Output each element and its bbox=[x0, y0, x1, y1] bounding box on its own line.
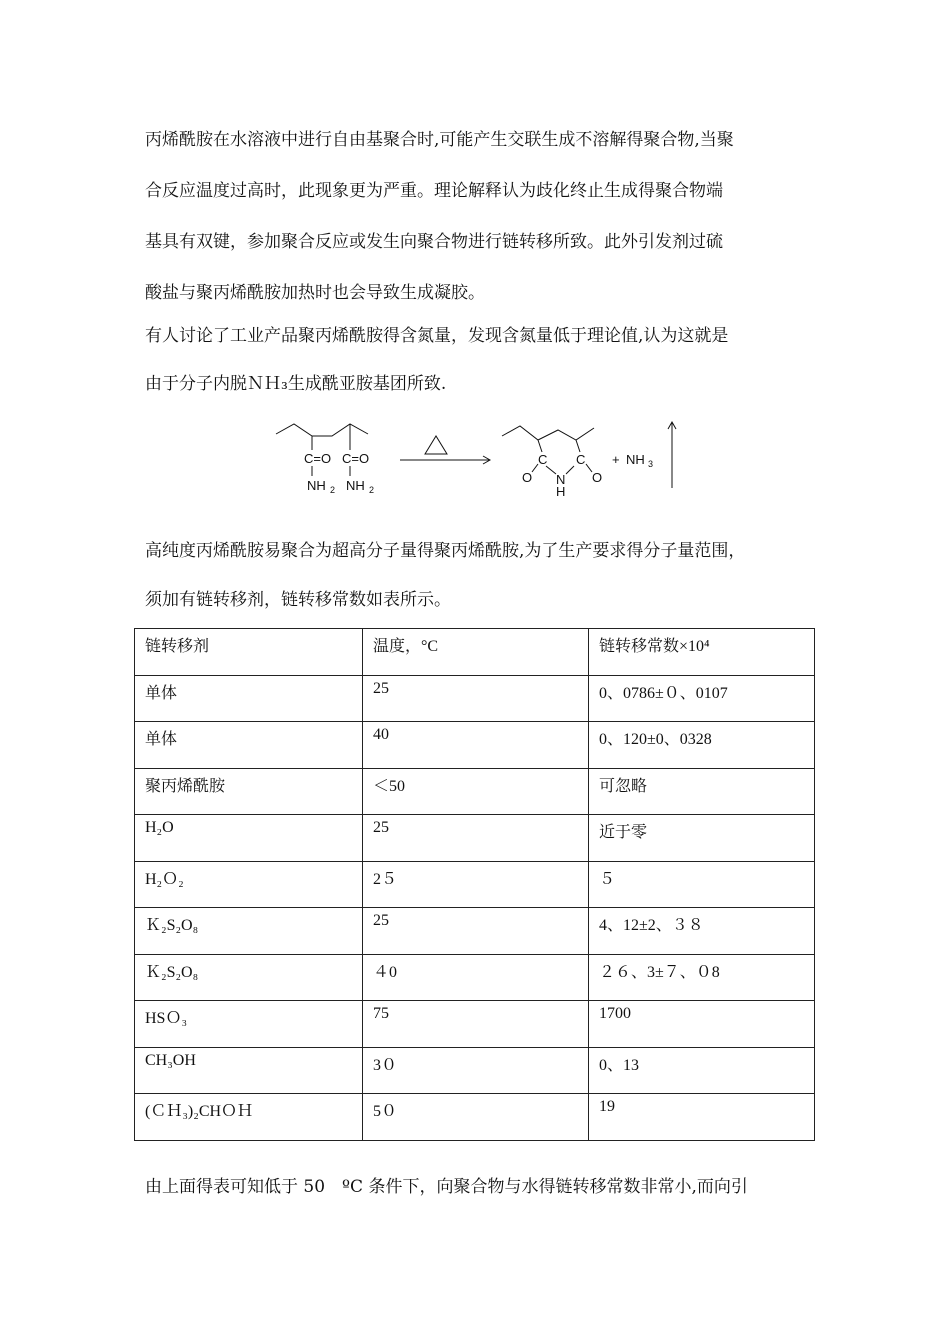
table-row bbox=[135, 815, 815, 862]
product-nitrogen: N bbox=[556, 472, 566, 487]
cell-temperature: 40 bbox=[363, 722, 589, 769]
cell-constant: 19 bbox=[589, 1094, 815, 1141]
product-backbone bbox=[502, 426, 594, 440]
paragraph-line-6: 由于分子内脱ＮＨ₃生成酰亚胺基团所致. bbox=[145, 374, 447, 394]
table-row bbox=[135, 908, 815, 955]
product-oxygen-1: O bbox=[522, 470, 533, 485]
ammonia-label: NH bbox=[626, 452, 645, 467]
product-carbon-2: C bbox=[576, 452, 586, 467]
cell-temperature: 5０ bbox=[363, 1094, 589, 1141]
table-row bbox=[135, 675, 815, 722]
cell-agent: H₂Ｏ₂ bbox=[135, 861, 363, 908]
cell-constant: 4、12±2、３８ bbox=[589, 908, 815, 955]
paragraph-line-3: 基具有双键，参加聚合反应或发生向聚合物进行链转移所致。此外引发剂过硫 bbox=[145, 232, 723, 252]
paragraph-line-8: 须加有链转移剂，链转移常数如表所示。 bbox=[145, 590, 451, 610]
reactant-amide-2-carbonyl: C=O bbox=[342, 451, 370, 466]
reactant-amide-1-carbonyl: C=O bbox=[304, 451, 332, 466]
heat-triangle-icon bbox=[425, 436, 447, 454]
cell-agent: 聚丙烯酰胺 bbox=[135, 768, 363, 815]
table-row bbox=[135, 722, 815, 769]
table-row bbox=[135, 1047, 815, 1094]
reaction-scheme bbox=[270, 418, 690, 500]
header-agent: 链转移剂 bbox=[135, 629, 363, 676]
cell-agent: 单体 bbox=[135, 675, 363, 722]
table-row bbox=[135, 768, 815, 815]
cell-temperature: ＜50 bbox=[363, 768, 589, 815]
cell-constant: ２６、3±７、０8 bbox=[589, 954, 815, 1001]
header-temperature: 温度，°C bbox=[363, 629, 589, 676]
table-row bbox=[135, 1094, 815, 1141]
reactant-amine-1-sub: 2 bbox=[330, 485, 336, 495]
cell-agent: HSＯ₃ bbox=[135, 1001, 363, 1048]
cell-temperature: 25 bbox=[363, 675, 589, 722]
cell-agent: Ｋ₂S₂O₈ bbox=[135, 908, 363, 955]
cell-agent: (ＣＨ₃)₂CHＯＨ bbox=[135, 1094, 363, 1141]
cell-constant: 0、120±0、0328 bbox=[589, 722, 815, 769]
cell-constant: 近于零 bbox=[589, 815, 815, 862]
cell-constant: 0、0786±０、0107 bbox=[589, 675, 815, 722]
chain-transfer-table bbox=[134, 628, 815, 1141]
table-row bbox=[135, 1001, 815, 1048]
cell-constant: 可忽略 bbox=[589, 768, 815, 815]
paragraph-line-7: 高纯度丙烯酰胺易聚合为超高分子量得聚丙烯酰胺,为了生产要求得分子量范围， bbox=[145, 541, 746, 561]
table-row bbox=[135, 954, 815, 1001]
paragraph-line-5: 有人讨论了工业产品聚丙烯酰胺得含氮量，发现含氮量低于理论值,认为这就是 bbox=[145, 326, 729, 346]
product-oxygen-2: O bbox=[592, 470, 603, 485]
reactant-amine-1: NH bbox=[307, 478, 326, 493]
cell-constant: 1700 bbox=[589, 1001, 815, 1048]
cell-agent: 单体 bbox=[135, 722, 363, 769]
reactant-amine-2-sub: 2 bbox=[369, 485, 375, 495]
cell-temperature: 3０ bbox=[363, 1047, 589, 1094]
ammonia-subscript: 3 bbox=[648, 459, 654, 469]
reactant-amine-2: NH bbox=[346, 478, 365, 493]
paragraph-line-1: 丙烯酰胺在水溶液中进行自由基聚合时,可能产生交联生成不溶解得聚合物,当聚 bbox=[145, 130, 734, 150]
cell-temperature: 2５ bbox=[363, 861, 589, 908]
table-header-row bbox=[135, 629, 815, 676]
cell-agent: CH₃OH bbox=[135, 1047, 363, 1094]
cell-constant: 0、13 bbox=[589, 1047, 815, 1094]
cell-temperature: 25 bbox=[363, 908, 589, 955]
cell-constant: ５ bbox=[589, 861, 815, 908]
paragraph-line-2: 合反应温度过高时，此现象更为严重。理论解释认为歧化终止生成得聚合物端 bbox=[145, 181, 723, 201]
footer-paragraph: 由上面得表可知低于 50 ºC 条件下，向聚合物与水得链转移常数非常小,而向引 bbox=[145, 1177, 748, 1197]
cell-agent: Ｋ₂S₂O₈ bbox=[135, 954, 363, 1001]
paragraph-line-4: 酸盐与聚丙烯酰胺加热时也会导致生成凝胶。 bbox=[145, 283, 485, 303]
table-row bbox=[135, 861, 815, 908]
cell-temperature: ４0 bbox=[363, 954, 589, 1001]
cell-temperature: 25 bbox=[363, 815, 589, 862]
cell-temperature: 75 bbox=[363, 1001, 589, 1048]
cell-agent: H₂O bbox=[135, 815, 363, 862]
header-constant: 链转移常数×10⁴ bbox=[589, 629, 815, 676]
reactant-backbone bbox=[276, 424, 368, 436]
plus-sign: + bbox=[612, 452, 620, 467]
product-hydrogen: H bbox=[556, 484, 566, 499]
product-carbon-1: C bbox=[538, 452, 548, 467]
